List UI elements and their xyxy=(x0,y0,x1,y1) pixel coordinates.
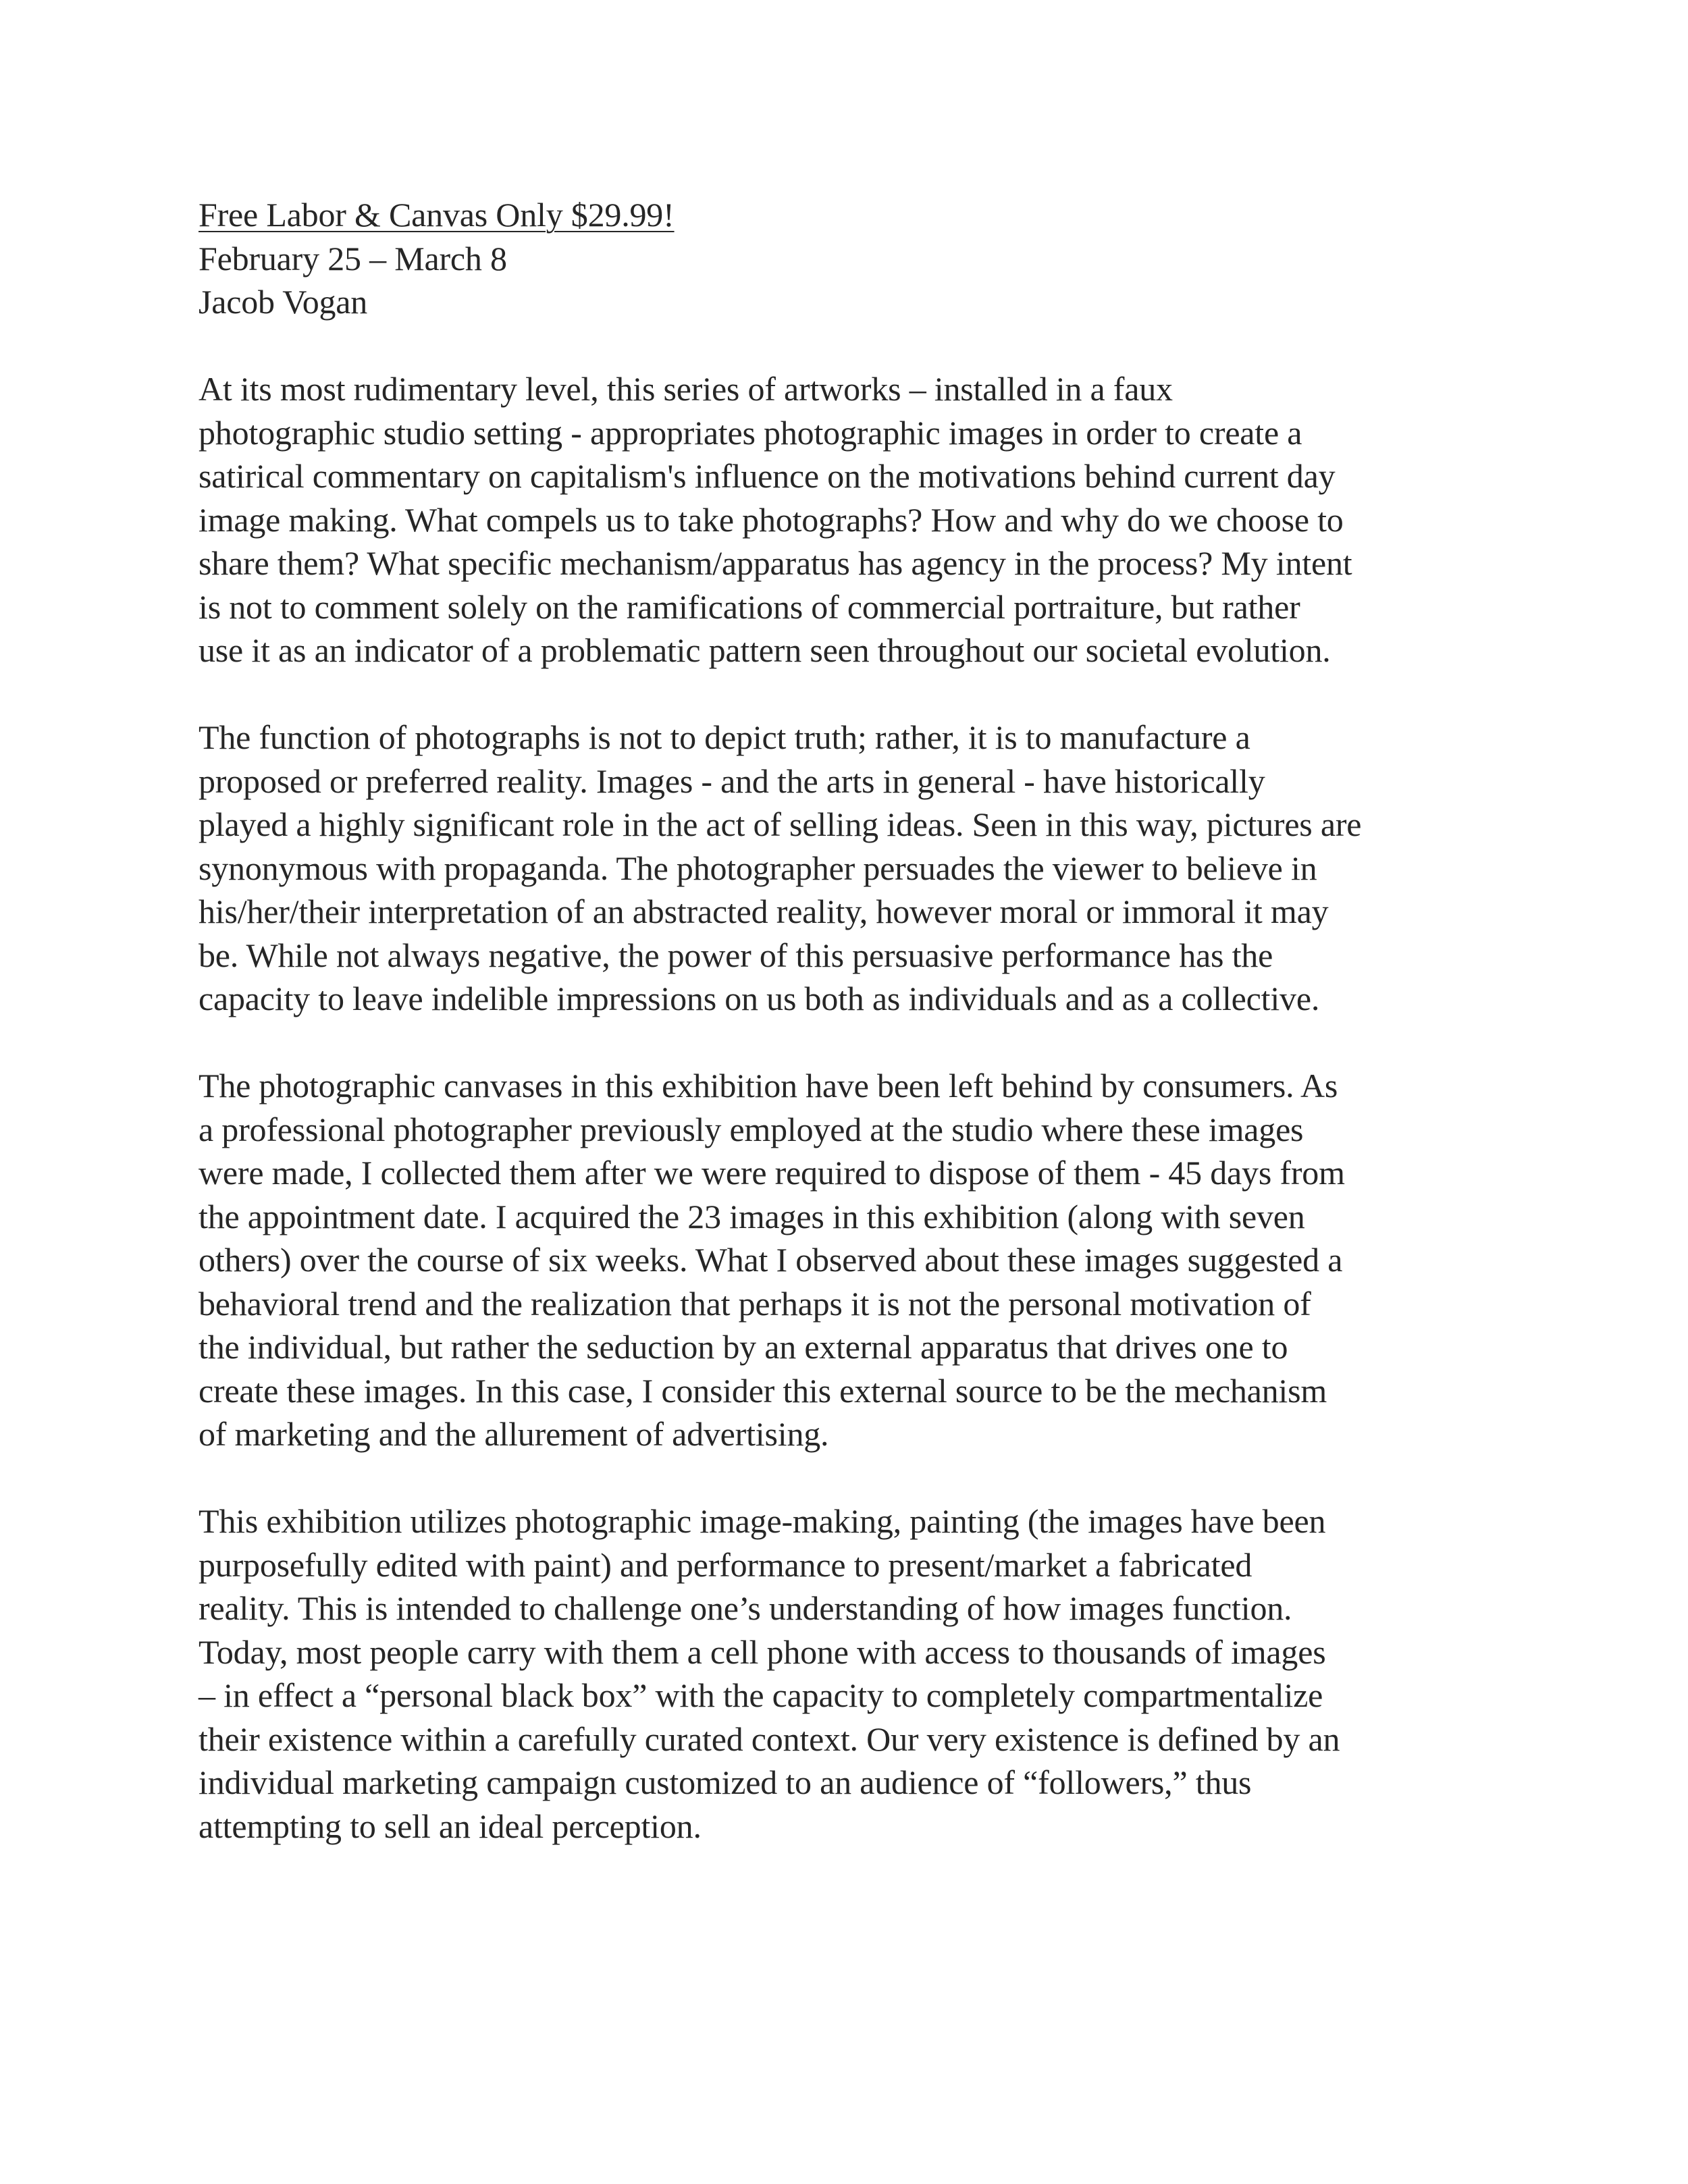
text-line: their existence within a carefully curated context. Our very existence is defined by an xyxy=(199,1720,1340,1758)
text-line: played a highly significant role in the act of selling ideas. Seen in this way, pictures are xyxy=(199,805,1362,843)
text-line: satirical commentary on capitalism's influence on the motivations behind current day xyxy=(199,457,1336,495)
paragraph-spacer xyxy=(199,672,1495,716)
text-line: capacity to leave indelible impressions on us both as individuals and as a collective. xyxy=(199,980,1320,1017)
text-line: proposed or preferred reality. Images - and the arts in general - have historically xyxy=(199,762,1265,800)
artist-name: Jacob Vogan xyxy=(199,283,368,321)
paragraph-4 xyxy=(199,1499,1495,1848)
text-line: his/her/their interpretation of an abstracted reality, however moral or immoral it may xyxy=(199,893,1329,930)
exhibition-dates: February 25 – March 8 xyxy=(199,239,507,277)
paragraph-2 xyxy=(199,716,1495,1021)
text-line: be. While not always negative, the power of this persuasive performance has the xyxy=(199,936,1273,974)
text-line: the appointment date. I acquired the 23 images in this exhibition (along with seven xyxy=(199,1197,1305,1235)
text-line: At its most rudimentary level, this series of artworks – installed in a faux xyxy=(199,370,1173,408)
text-line: of marketing and the allurement of advertising. xyxy=(199,1415,829,1453)
paragraph-1 xyxy=(199,367,1495,672)
text-line: were made, I collected them after we were required to dispose of them - 45 days from xyxy=(199,1154,1345,1192)
text-line: Today, most people carry with them a cell phone with access to thousands of images xyxy=(199,1632,1326,1671)
text-line: reality. This is intended to challenge one’s understanding of how images function. xyxy=(199,1589,1292,1627)
exhibition-title: Free Labor & Canvas Only $29.99! xyxy=(199,196,675,234)
text-line: image making. What compels us to take photographs? How and why do we choose to xyxy=(199,500,1344,539)
paragraph-spacer xyxy=(199,1456,1495,1500)
text-line: others) over the course of six weeks. What I observed about these images suggested a xyxy=(199,1241,1343,1279)
text-line: purposefully edited with paint) and performance to present/market a fabricated xyxy=(199,1545,1252,1584)
text-line: attempting to sell an ideal perception. xyxy=(199,1807,702,1845)
text-line: The function of photographs is not to depict truth; rather, it is to manufacture a xyxy=(199,718,1250,756)
text-line: behavioral trend and the realization that perhaps it is not the personal motivation of xyxy=(199,1284,1311,1323)
text-line: synonymous with propaganda. The photographer persuades the viewer to believe in xyxy=(199,849,1317,887)
text-line: create these images. In this case, I consider this external source to be the mechanism xyxy=(199,1371,1327,1410)
document-body xyxy=(199,193,1495,1848)
text-line: individual marketing campaign customized to an audience of “followers,” thus xyxy=(199,1763,1252,1801)
text-line: is not to comment solely on the ramifications of commercial portraiture, but rather xyxy=(199,587,1300,626)
paragraph-3 xyxy=(199,1064,1495,1456)
text-line: the individual, but rather the seduction by an external apparatus that drives one to xyxy=(199,1328,1288,1366)
text-line: share them? What specific mechanism/apparatus has agency in the process? My intent xyxy=(199,544,1352,582)
text-line: use it as an indicator of a problematic pattern seen throughout our societal evolution. xyxy=(199,631,1331,669)
text-line: This exhibition utilizes photographic image-making, painting (the images have been xyxy=(199,1502,1326,1540)
text-line: – in effect a “personal black box” with the capacity to completely compartmentalize xyxy=(199,1676,1323,1714)
text-line: The photographic canvases in this exhibition have been left behind by consumers. As xyxy=(199,1067,1338,1104)
paragraph-spacer xyxy=(199,1021,1495,1065)
text-line: a professional photographer previously employed at the studio where these images xyxy=(199,1110,1304,1148)
text-line: photographic studio setting - appropriates photographic images in order to create a xyxy=(199,413,1302,452)
paragraph-spacer xyxy=(199,324,1495,368)
